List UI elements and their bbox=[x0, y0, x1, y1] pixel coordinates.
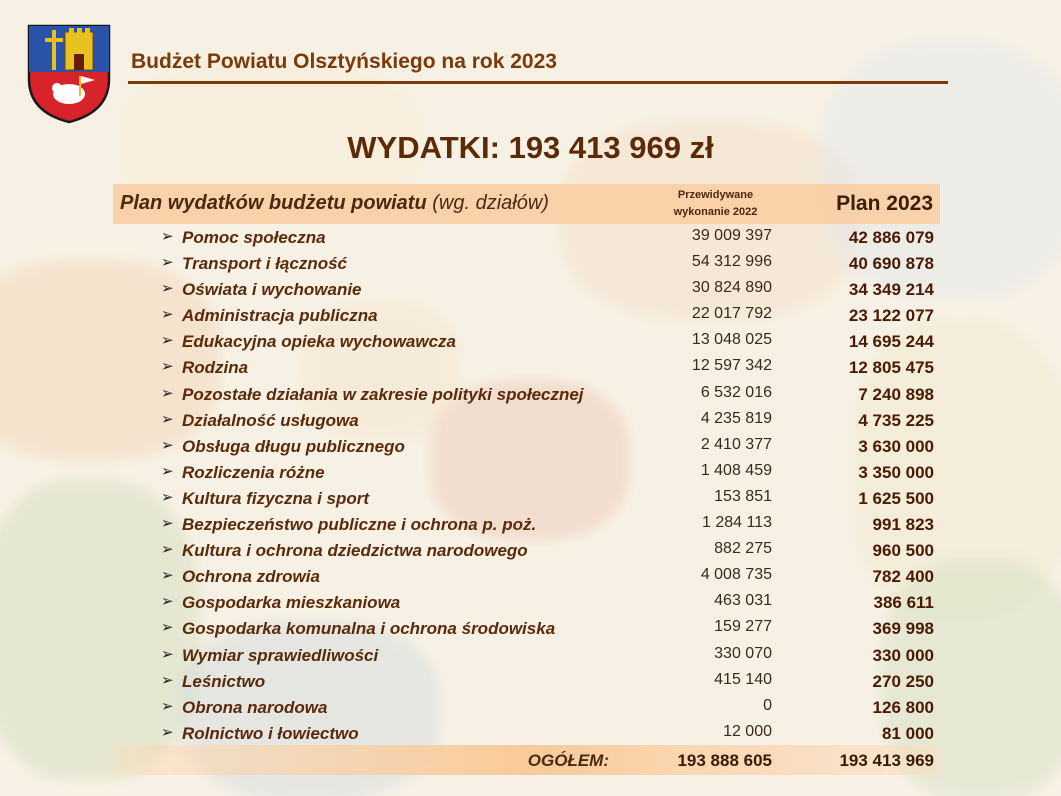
row-name: Administracja publiczna bbox=[182, 306, 378, 326]
row-name: Pomoc społeczna bbox=[182, 228, 326, 247]
row-name: Rodzina bbox=[182, 358, 249, 378]
row-plan-value: 3 350 000 bbox=[858, 462, 934, 482]
row-prev-value: 1 284 113 bbox=[702, 514, 772, 532]
row-plan-value: 3 630 000 bbox=[858, 436, 934, 456]
row-prev-value: 330 070 bbox=[714, 644, 772, 662]
row-prev-value: 6 532 016 bbox=[700, 383, 772, 401]
row-plan-value: 1 625 500 bbox=[858, 488, 934, 508]
row-prev-value: 39 009 397 bbox=[691, 227, 772, 244]
row-plan-value: 369 998 bbox=[872, 619, 934, 639]
arrow-bullet-icon: ➢ bbox=[161, 671, 174, 689]
row-prev-value: 415 140 bbox=[714, 670, 772, 688]
arrow-bullet-icon: ➢ bbox=[161, 697, 174, 715]
table-row bbox=[113, 356, 940, 382]
row-name: Kultura fizyczna i sport bbox=[182, 488, 370, 508]
row-name: Oświata i wychowanie bbox=[182, 280, 362, 300]
arrow-bullet-icon: ➢ bbox=[161, 515, 174, 533]
table-row bbox=[113, 670, 940, 696]
arrow-bullet-icon: ➢ bbox=[161, 410, 174, 428]
header-title: Budżet Powiatu Olsztyńskiego na rok 2023 bbox=[131, 50, 557, 73]
row-plan-value: 991 823 bbox=[872, 515, 934, 535]
row-name: Kultura i ochrona dziedzictwa narodowego bbox=[182, 541, 528, 561]
row-prev-value: 12 000 bbox=[723, 722, 772, 740]
row-plan-value: 4 735 225 bbox=[858, 410, 934, 430]
table-row bbox=[113, 565, 940, 591]
row-prev-value: 463 031 bbox=[714, 592, 772, 610]
row-prev-value: 12 597 342 bbox=[691, 357, 772, 375]
row-name: Gospodarka komunalna i ochrona środowiska bbox=[182, 619, 556, 639]
row-name: Rolnictwo i łowiectwo bbox=[182, 723, 359, 743]
table-row bbox=[113, 722, 940, 748]
table-header bbox=[113, 184, 940, 224]
table-row bbox=[113, 409, 940, 435]
row-plan-value: 270 250 bbox=[872, 671, 934, 691]
table-row bbox=[113, 226, 940, 252]
row-name: Ochrona zdrowia bbox=[182, 567, 320, 587]
row-prev-value: 13 048 025 bbox=[691, 331, 772, 349]
table-row bbox=[113, 278, 940, 304]
row-name: Gospodarka mieszkaniowa bbox=[182, 593, 401, 613]
row-plan-value: 34 349 214 bbox=[848, 280, 934, 300]
row-name: Działalność usługowa bbox=[182, 410, 359, 430]
table-row bbox=[113, 252, 940, 278]
row-name: Wymiar sprawiedliwości bbox=[182, 645, 379, 665]
table-row bbox=[113, 644, 940, 670]
total-plan: 193 413 969 bbox=[839, 751, 934, 770]
row-name: Pozostałe działania w zakresie polityki społecznej bbox=[182, 384, 584, 404]
row-prev-value: 153 851 bbox=[714, 487, 772, 505]
table-row bbox=[113, 330, 940, 356]
row-plan-value: 782 400 bbox=[872, 567, 934, 587]
total-label: OGÓŁEM: bbox=[527, 751, 609, 770]
row-prev-value: 30 824 890 bbox=[691, 279, 772, 297]
table-row bbox=[113, 304, 940, 330]
table-row bbox=[113, 461, 940, 487]
arrow-bullet-icon: ➢ bbox=[161, 462, 174, 480]
row-name: Obrona narodowa bbox=[182, 697, 328, 717]
table-row bbox=[113, 591, 940, 617]
row-prev-value: 882 275 bbox=[714, 540, 772, 558]
row-prev-value: 22 017 792 bbox=[691, 305, 772, 323]
arrow-bullet-icon: ➢ bbox=[161, 254, 174, 272]
table-row bbox=[113, 539, 940, 565]
arrow-bullet-icon: ➢ bbox=[161, 332, 174, 350]
row-plan-value: 42 886 079 bbox=[848, 228, 934, 247]
row-prev-value: 54 312 996 bbox=[691, 253, 772, 271]
page-title: WYDATKI: 193 413 969 zł bbox=[347, 130, 714, 165]
arrow-bullet-icon: ➢ bbox=[161, 567, 174, 585]
table-header-label: Plan wydatków budżetu powiatu (wg. działów) bbox=[120, 192, 549, 214]
row-plan-value: 126 800 bbox=[872, 697, 934, 717]
row-plan-value: 12 805 475 bbox=[848, 358, 934, 378]
row-prev-value: 1 408 459 bbox=[700, 461, 772, 479]
row-name: Bezpieczeństwo publiczne i ochrona p. poż. bbox=[182, 515, 537, 535]
table-row bbox=[113, 513, 940, 539]
row-plan-value: 960 500 bbox=[872, 541, 934, 561]
row-plan-value: 23 122 077 bbox=[848, 306, 934, 326]
row-prev-value: 4 008 735 bbox=[700, 566, 772, 584]
row-name: Obsługa długu publicznego bbox=[182, 436, 405, 456]
row-plan-value: 40 690 878 bbox=[848, 254, 934, 274]
row-prev-value: 2 410 377 bbox=[700, 435, 772, 453]
table-row bbox=[113, 617, 940, 643]
row-name: Rozliczenia różne bbox=[182, 462, 325, 482]
row-name: Leśnictwo bbox=[182, 671, 266, 691]
row-name: Transport i łączność bbox=[182, 254, 348, 274]
table-row bbox=[113, 696, 940, 722]
arrow-bullet-icon: ➢ bbox=[161, 384, 174, 402]
arrow-bullet-icon: ➢ bbox=[161, 723, 174, 741]
crest-icon bbox=[27, 24, 111, 124]
total-prev: 193 888 605 bbox=[677, 751, 772, 770]
row-plan-value: 7 240 898 bbox=[858, 384, 934, 404]
arrow-bullet-icon: ➢ bbox=[161, 619, 174, 637]
row-prev-value: 0 bbox=[763, 696, 772, 714]
column-header-prev: Przewidywane wykonanie 2022 bbox=[673, 189, 758, 218]
arrow-bullet-icon: ➢ bbox=[161, 645, 174, 663]
arrow-bullet-icon: ➢ bbox=[161, 306, 174, 324]
arrow-bullet-icon: ➢ bbox=[161, 436, 174, 454]
table-row bbox=[113, 383, 940, 409]
row-plan-value: 330 000 bbox=[872, 645, 934, 665]
row-prev-value: 159 277 bbox=[714, 618, 772, 636]
arrow-bullet-icon: ➢ bbox=[161, 488, 174, 506]
arrow-bullet-icon: ➢ bbox=[161, 541, 174, 559]
header-divider bbox=[128, 81, 948, 84]
arrow-bullet-icon: ➢ bbox=[161, 228, 174, 245]
arrow-bullet-icon: ➢ bbox=[161, 280, 174, 298]
table-row bbox=[113, 435, 940, 461]
total-row bbox=[113, 745, 940, 775]
expense-table-body bbox=[113, 226, 940, 748]
arrow-bullet-icon: ➢ bbox=[161, 593, 174, 611]
row-prev-value: 4 235 819 bbox=[700, 409, 772, 427]
column-header-plan: Plan 2023 bbox=[836, 192, 933, 215]
row-plan-value: 386 611 bbox=[873, 593, 934, 613]
row-plan-value: 81 000 bbox=[882, 723, 934, 743]
row-plan-value: 14 695 244 bbox=[848, 332, 934, 352]
row-name: Edukacyjna opieka wychowawcza bbox=[182, 332, 457, 352]
arrow-bullet-icon: ➢ bbox=[161, 358, 174, 376]
table-row bbox=[113, 487, 940, 513]
